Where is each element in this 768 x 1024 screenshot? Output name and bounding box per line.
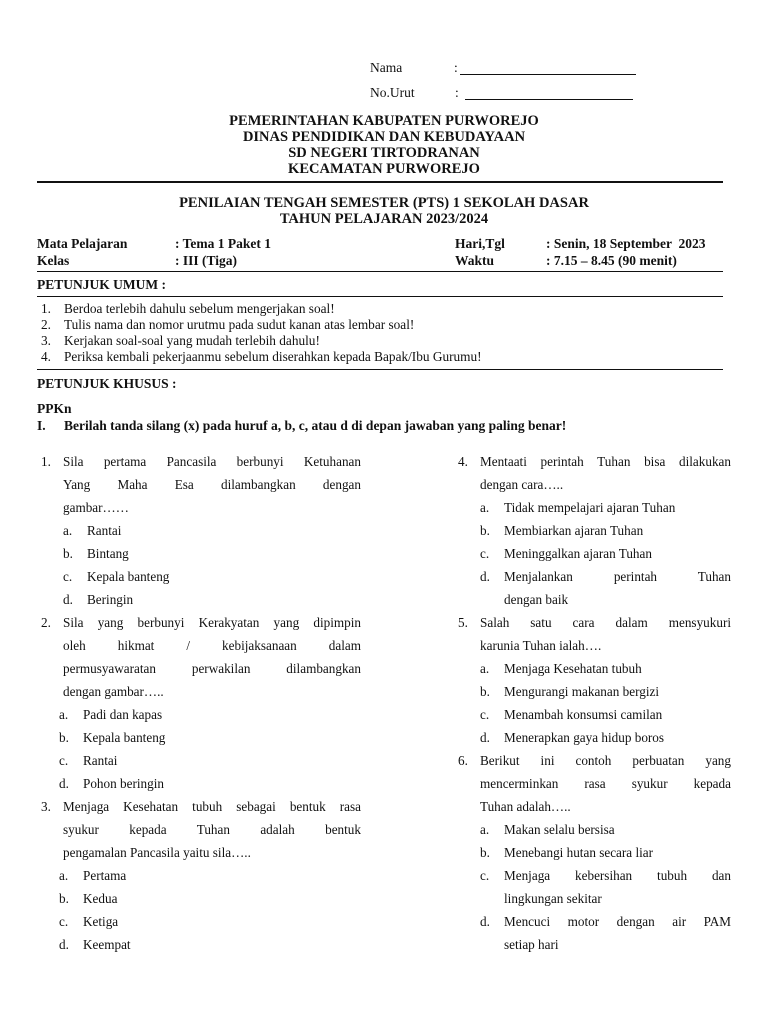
option-letter: b. <box>59 891 69 906</box>
general-divider <box>37 369 723 370</box>
question-text: permusyawaratan perwakilan dilambangkan <box>63 661 361 676</box>
option-text: dengan baik <box>504 592 569 607</box>
exam-year-line: TAHUN PELAJARAN 2023/2024 <box>279 211 489 227</box>
option-letter: a. <box>480 500 490 515</box>
name-separator: : <box>454 60 458 75</box>
option-letter: b. <box>480 845 490 860</box>
question-column-left <box>37 450 367 956</box>
list-item <box>37 318 727 334</box>
option-text: Pertama <box>83 868 127 883</box>
option-d[interactable] <box>454 910 744 933</box>
option-letter: c. <box>63 569 73 584</box>
option-d[interactable] <box>37 933 367 956</box>
option-letter: b. <box>63 546 73 561</box>
option-text: Membiarkan ajaran Tuhan <box>504 523 644 538</box>
option-text: Menjalankan perintah Tuhan <box>504 569 731 584</box>
option-c[interactable] <box>37 565 367 588</box>
list-text: Tulis nama dan nomor urutmu pada sudut kanan atas lembar soal! <box>64 317 415 332</box>
option-b[interactable] <box>454 519 744 542</box>
option-letter: a. <box>63 523 73 538</box>
option-text: Keempat <box>83 937 131 952</box>
option-d[interactable] <box>454 565 744 588</box>
option-a[interactable] <box>37 864 367 887</box>
header-line-1: PEMERINTAHAN KABUPATEN PURWOREJO <box>229 113 539 129</box>
question-text: pengamalan Pancasila yaitu sila….. <box>63 845 251 860</box>
option-text: Mencuci motor dengan air PAM <box>504 914 731 929</box>
list-text: Berdoa terlebih dahulu sebelum mengerjakan soal! <box>64 301 335 316</box>
option-text: Bintang <box>87 546 129 561</box>
time-value: : 7.15 – 8.45 (90 menit) <box>546 253 677 268</box>
instruction-text: Berilah tanda silang (x) pada huruf a, b, c, atau d di depan jawaban yang paling benar! <box>64 418 567 433</box>
question-number: 1. <box>41 454 51 469</box>
option-c[interactable] <box>454 703 744 726</box>
option-c[interactable] <box>454 864 744 887</box>
option-text: Rantai <box>87 523 122 538</box>
question-text: dengan cara….. <box>480 477 564 492</box>
question-text: karunia Tuhan ialah…. <box>480 638 602 653</box>
question-1 <box>37 450 367 473</box>
option-text: Menjaga kebersihan tubuh dan <box>504 868 731 883</box>
option-text: Rantai <box>83 753 118 768</box>
list-item <box>37 350 727 366</box>
urut-separator: : <box>455 85 459 100</box>
option-letter: d. <box>63 592 73 607</box>
institution-header <box>0 113 768 177</box>
option-text: Kepala banteng <box>87 569 170 584</box>
list-text: Periksa kembali pekerjaanmu sebelum diserahkan kepada Bapak/Ibu Gurumu! <box>64 349 482 364</box>
exam-title <box>0 195 768 227</box>
name-label: Nama <box>370 60 403 75</box>
option-a[interactable] <box>454 818 744 841</box>
option-c[interactable] <box>37 749 367 772</box>
general-heading: PETUNJUK UMUM : <box>37 277 166 292</box>
question-number: 2. <box>41 615 51 630</box>
header-line-2: DINAS PENDIDIKAN DAN KEBUDAYAAN <box>242 129 526 145</box>
question-text: gambar…… <box>63 500 129 515</box>
list-text: Kerjakan soal-soal yang mudah terlebih dahulu! <box>64 333 320 348</box>
question-text: Tuhan adalah….. <box>480 799 571 814</box>
urut-field[interactable] <box>465 87 633 100</box>
option-text: Ketiga <box>83 914 119 929</box>
option-letter: a. <box>480 661 490 676</box>
option-letter: c. <box>480 546 490 561</box>
option-b[interactable] <box>454 841 744 864</box>
question-text: Berikut ini contoh perbuatan yang <box>480 753 731 768</box>
option-b[interactable] <box>37 726 367 749</box>
question-6 <box>454 749 744 772</box>
question-text: oleh hikmat / kebijaksanaan dalam <box>63 638 361 653</box>
option-text: setiap hari <box>504 937 559 952</box>
question-text: Sila pertama Pancasila berbunyi Ketuhanan <box>63 454 361 469</box>
option-letter: d. <box>480 914 490 929</box>
option-c[interactable] <box>454 542 744 565</box>
time-label: Waktu <box>455 253 495 268</box>
info-divider <box>37 271 723 272</box>
option-a[interactable] <box>37 519 367 542</box>
header-divider <box>37 181 723 183</box>
option-text: Menambah konsumsi camilan <box>504 707 663 722</box>
general-heading-divider <box>37 296 723 297</box>
question-text: Sila yang berbunyi Kerakyatan yang dipimpin <box>63 615 361 630</box>
option-a[interactable] <box>454 496 744 519</box>
option-letter: d. <box>59 776 69 791</box>
option-letter: b. <box>480 684 490 699</box>
option-letter: d. <box>480 569 490 584</box>
subject-value: : Tema 1 Paket 1 <box>175 236 271 251</box>
list-number: 1. <box>41 301 51 316</box>
option-text: Padi dan kapas <box>83 707 163 722</box>
list-number: 3. <box>41 333 51 348</box>
option-a[interactable] <box>37 703 367 726</box>
question-text: mencerminkan rasa syukur kepada <box>480 776 731 791</box>
exam-info <box>37 236 737 268</box>
option-letter: b. <box>59 730 69 745</box>
question-3 <box>37 795 367 818</box>
option-text: Menebangi hutan secara liar <box>504 845 654 860</box>
option-letter: c. <box>480 868 490 883</box>
option-letter: b. <box>480 523 490 538</box>
general-list <box>37 302 727 366</box>
class-value: : III (Tiga) <box>175 253 238 268</box>
question-text: Mentaati perintah Tuhan bisa dilakukan <box>480 454 731 469</box>
question-number: 6. <box>458 753 468 768</box>
question-5 <box>454 611 744 634</box>
question-2 <box>37 611 367 634</box>
question-4 <box>454 450 744 473</box>
option-d[interactable] <box>37 772 367 795</box>
question-text: Yang Maha Esa dilambangkan dengan <box>63 477 361 492</box>
list-number: 4. <box>41 349 51 364</box>
subject-heading: PPKn <box>37 401 72 416</box>
subject-label: Mata Pelajaran <box>37 236 128 251</box>
class-label: Kelas <box>37 253 70 268</box>
question-number: 3. <box>41 799 51 814</box>
option-d[interactable] <box>454 726 744 749</box>
option-letter: c. <box>59 914 69 929</box>
option-letter: a. <box>59 707 69 722</box>
option-text: Tidak mempelajari ajaran Tuhan <box>504 500 676 515</box>
question-column-right <box>454 450 744 956</box>
question-text: syukur kepada Tuhan adalah bentuk <box>63 822 361 837</box>
header-line-4: KECAMATAN PURWOREJO <box>288 161 480 177</box>
option-b[interactable] <box>37 887 367 910</box>
option-text: Pohon beringin <box>83 776 164 791</box>
option-letter: a. <box>480 822 490 837</box>
option-text: Kepala banteng <box>83 730 166 745</box>
date-value: : Senin, 18 September 2023 <box>546 236 706 251</box>
list-number: 2. <box>41 317 51 332</box>
urut-label: No.Urut <box>370 85 415 100</box>
option-text: Menjaga Kesehatan tubuh <box>504 661 642 676</box>
date-label: Hari,Tgl <box>455 236 505 251</box>
option-letter: d. <box>480 730 490 745</box>
question-text: dengan gambar….. <box>63 684 164 699</box>
question-number: 5. <box>458 615 468 630</box>
list-item <box>37 334 727 350</box>
option-text: Makan selalu bersisa <box>504 822 615 837</box>
question-text: Menjaga Kesehatan tubuh sebagai bentuk rasa <box>63 799 361 814</box>
special-heading: PETUNJUK KHUSUS : <box>37 376 177 391</box>
option-a[interactable] <box>454 657 744 680</box>
option-text: Meninggalkan ajaran Tuhan <box>504 546 652 561</box>
option-letter: a. <box>59 868 69 883</box>
option-b[interactable] <box>37 542 367 565</box>
header-line-3: SD NEGERI TIRTODRANAN <box>288 145 480 161</box>
option-d[interactable] <box>37 588 367 611</box>
question-text: Salah satu cara dalam mensyukuri <box>480 615 731 630</box>
option-text: Kedua <box>83 891 118 906</box>
question-number: 4. <box>458 454 468 469</box>
option-text: lingkungan sekitar <box>504 891 602 906</box>
option-letter: d. <box>59 937 69 952</box>
option-b[interactable] <box>454 680 744 703</box>
option-text: Menerapkan gaya hidup boros <box>504 730 665 745</box>
part-number: I. <box>37 418 46 433</box>
option-text: Mengurangi makanan bergizi <box>504 684 660 699</box>
option-text: Beringin <box>87 592 134 607</box>
option-c[interactable] <box>37 910 367 933</box>
list-item <box>37 302 727 318</box>
name-field[interactable] <box>460 62 636 75</box>
option-letter: c. <box>480 707 490 722</box>
option-letter: c. <box>59 753 69 768</box>
exam-title-line: PENILAIAN TENGAH SEMESTER (PTS) 1 SEKOLAH DASAR <box>179 195 589 211</box>
